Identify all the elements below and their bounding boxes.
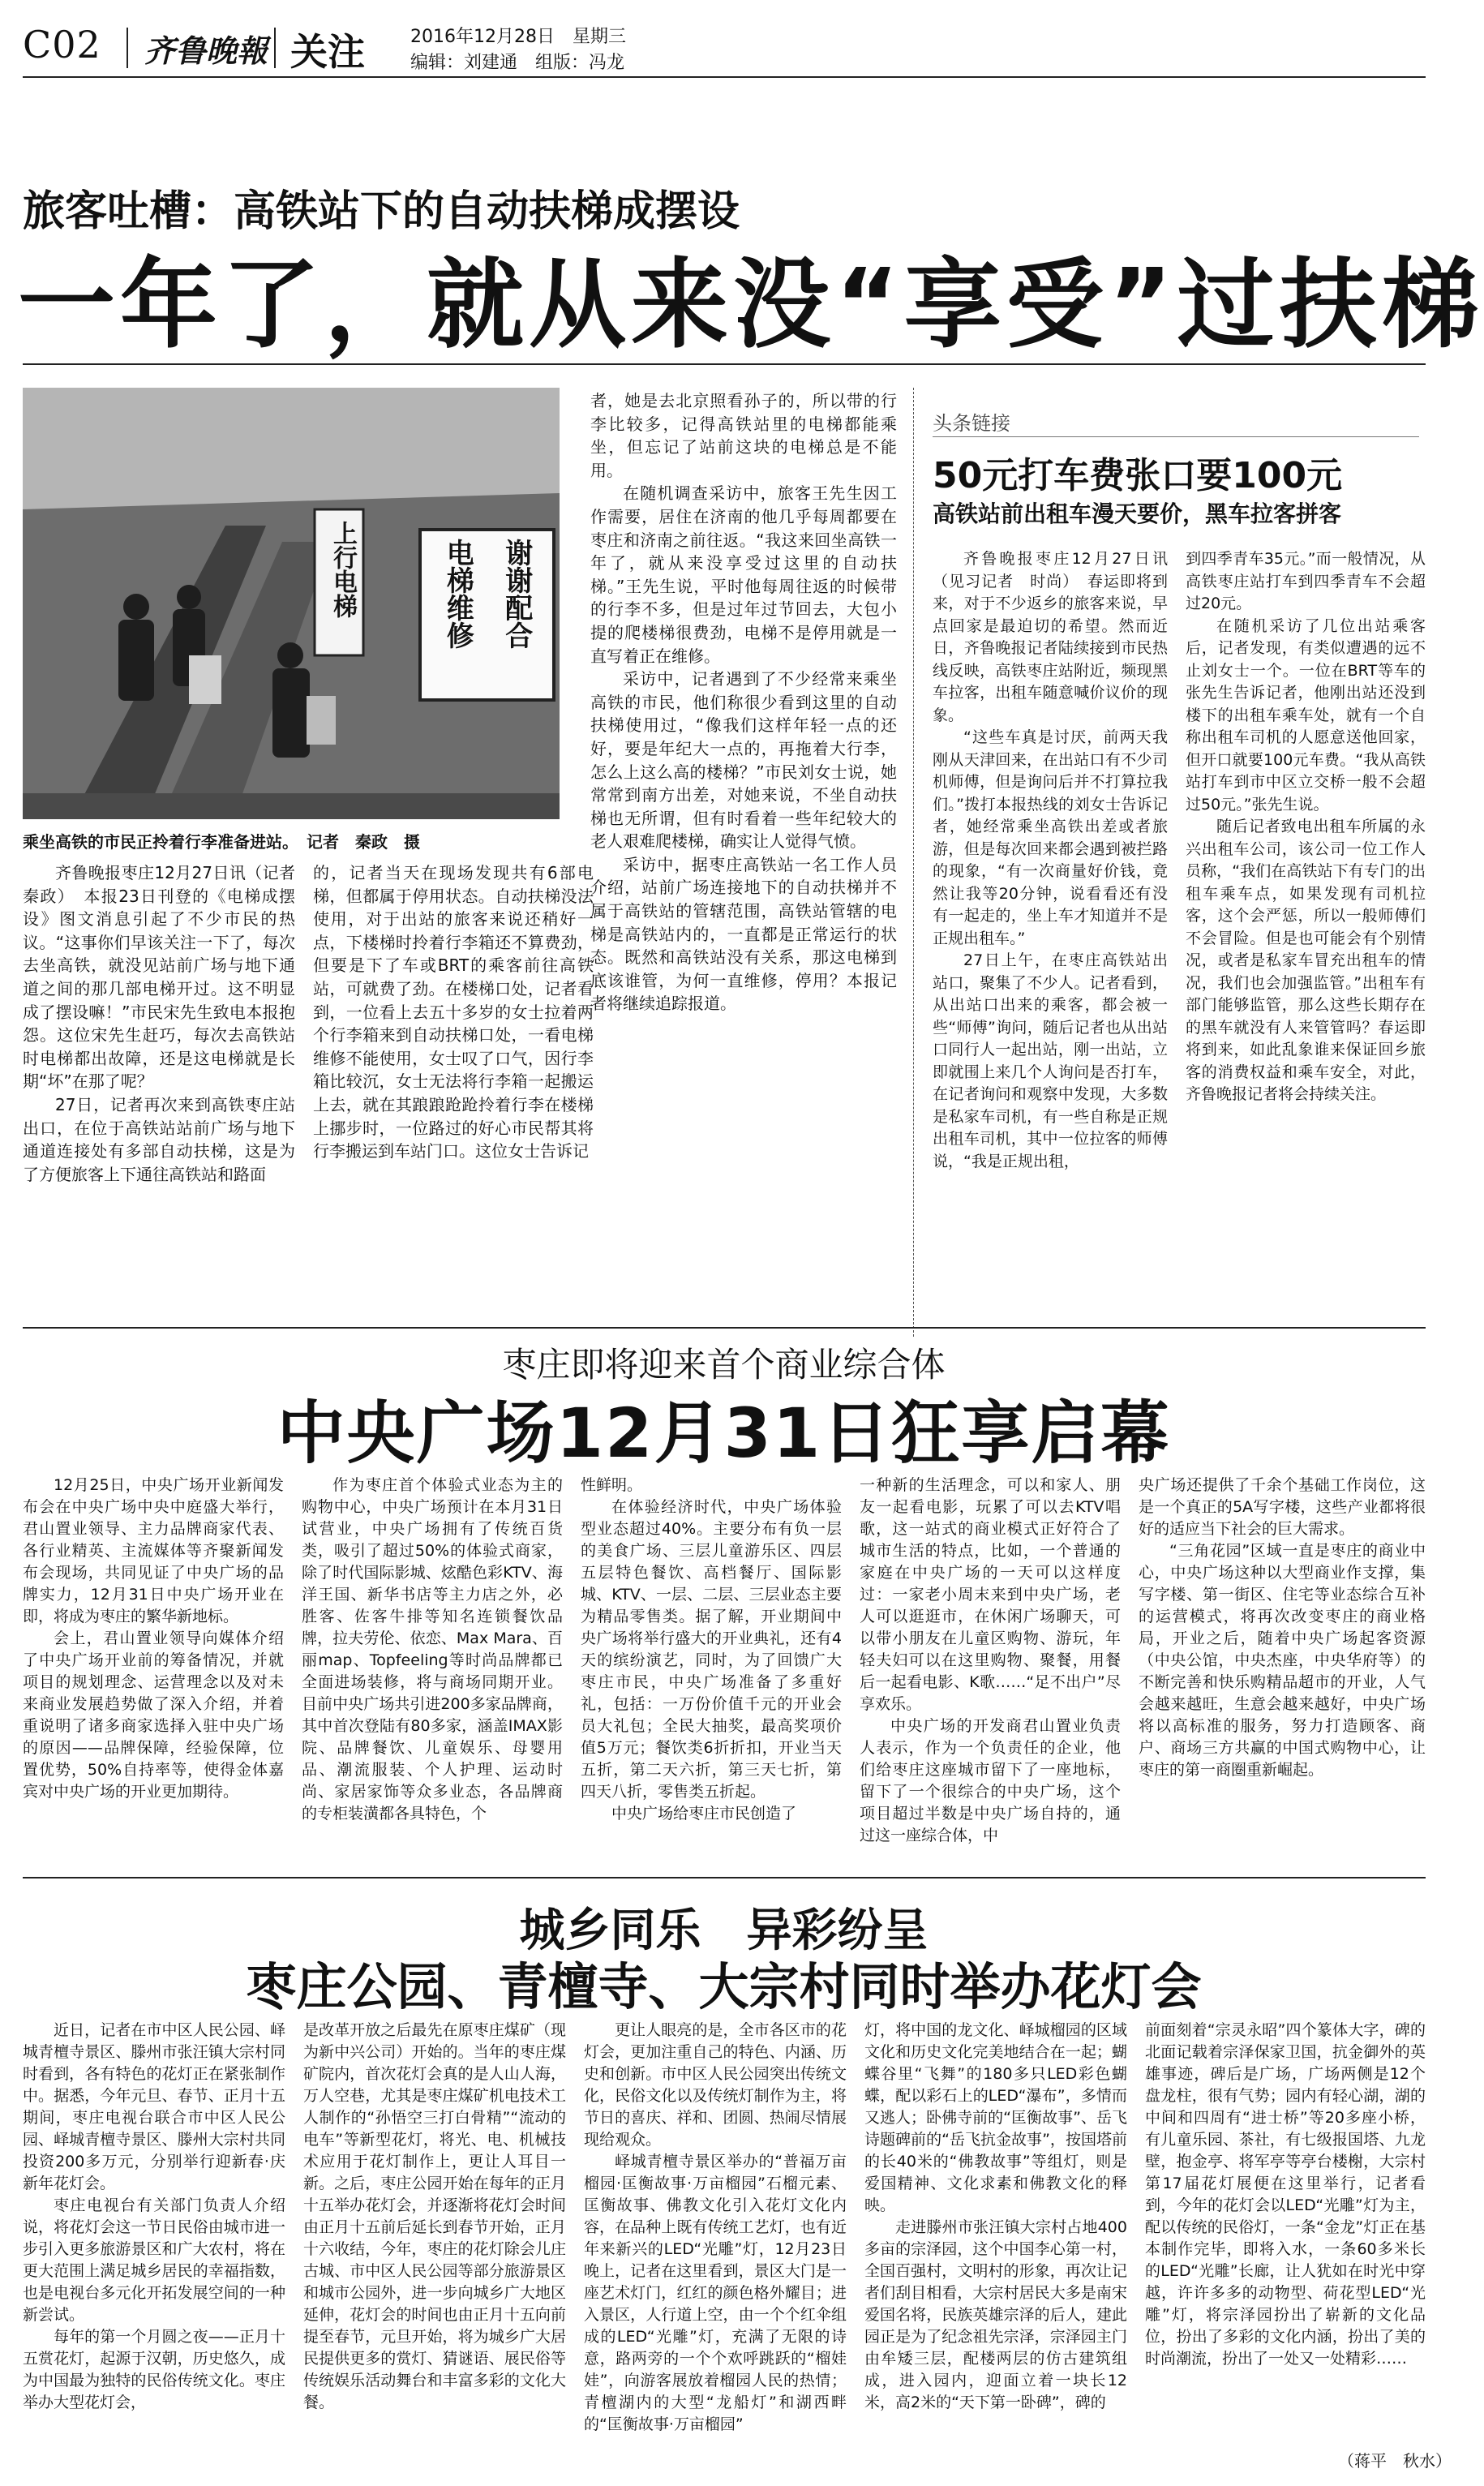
repair-sign-line: 谢谢配合 xyxy=(500,539,533,649)
paragraph: 走进滕州市张汪镇大宗村占地400多亩的宗泽园，这个中国李心第一村，全国百强村，文明村的形象，再次让记者们刮目相看，大宗村居民大多是南宋爱国名将，民族英雄宗泽的后人，建此园正是为了纪念祖先宗泽，宗泽园主门由牟矮三层，配楼两层的仿古建筑组成，进入园内，迎面立着一块长12米，高2米的“天下第一卧碑”，碑的 xyxy=(864,2218,1127,2411)
related-story-subtitle: 高铁站前出租车漫天要价，黑车拉客拼客 xyxy=(933,500,1342,527)
repair-sign-line: 电梯维修 xyxy=(441,539,474,649)
story3-column xyxy=(584,2020,847,2450)
paragraph: 中央广场给枣庄市民创造了 xyxy=(611,1805,797,1823)
editor-credit: 编辑：刘建通 组版：冯龙 xyxy=(410,53,625,73)
paragraph: 性鲜明。 xyxy=(581,1476,643,1494)
paragraph: 央广场还提供了千余个基础工作岗位，这是一个真正的5A写字楼，这些产业都将很好的适应当下社会的巨大需求。 xyxy=(1139,1476,1426,1538)
divider xyxy=(127,28,128,68)
divider xyxy=(933,436,1419,437)
photo-caption: 乘坐高铁的市民正拎着行李准备进站。 记者 秦政 摄 xyxy=(23,832,420,852)
related-story-title: 50元打车费张口要100元 xyxy=(933,455,1343,496)
paragraph: 采访中，据枣庄高铁站一名工作人员介绍，站前广场连接地下的自动扶梯并不属于高铁站的管辖范围，高铁站管辖的电梯是高铁站内的，一直都是正常运行的状态。既然和高铁站没有关系，那这电梯到底该谁管，为何一直维修，停用？本报记者将继续追踪报道。 xyxy=(590,854,897,1014)
story2-column xyxy=(23,1475,284,1864)
story2-column xyxy=(302,1475,563,1864)
related-story-column xyxy=(933,548,1168,1340)
paragraph: 每年的第一个月圆之夜——正月十五赏花灯，起源于汉朝，历史悠久，成为中国最为独特的民俗传统文化。枣庄举办大型花灯会， xyxy=(23,2328,285,2411)
story1-column xyxy=(23,861,311,1340)
story3-headline: 枣庄公园、青檀寺、大宗村同时举办花灯会 xyxy=(246,1957,1202,2016)
divider xyxy=(23,363,1426,365)
story1-column xyxy=(313,861,594,1340)
paragraph: “这些车真是讨厌，前两天我刚从天津回来，在出站口有不少司机师傅，但是询问后并不打算拉我们。”拨打本报热线的刘女士告诉记者，她经常乘坐高铁出差或者旅游，但是每次回来都会遇到被拦路的现象，“有一次商量好价钱，竟然让我等20分钟，说看看还有没有一起走的，坐上车才知道并不是正规出租车。” xyxy=(933,728,1168,947)
paragraph: 近日，记者在市中区人民公园、峄城青檀寺景区、滕州市张汪镇大宗村同时看到，各有特色的花灯正在紧张制作中。据悉，今年元旦、春节、正月十五期间，枣庄电视台联合市中区人民公园、峄城青檀寺景区、滕州大宗村共同投资200多万元，分别举行迎新春·庆新年花灯会。 xyxy=(23,2021,285,2192)
related-story-column xyxy=(1186,548,1426,1340)
section-name: 关注 xyxy=(290,30,365,74)
paragraph: 在体验经济时代，中央广场体验型业态超过40%。主要分布有负一层的美食广场、三层儿童游乐区、四层五层特色餐饮、高档餐厅、国际影城、KTV、一层、二层、三层业态主要为精品零售类。据了解，开业期间中央广场将举行盛大的开业典礼，还有4天的缤纷演艺，同时，为了回馈广大枣庄市民，中央广场准备了多重好礼，包括：一万份价值千元的开业会员大礼包；全民大抽奖，最高奖项价值5万元；餐饮类6折折扣，开业当天五折，第二天六折，第三天七折，第四天八折，零售类五折起。 xyxy=(581,1498,842,1801)
paragraph: 齐鲁晚报枣庄12月27日讯（见习记者 时尚） 春运即将到来，对于不少返乡的旅客来说，早点回家是最迫切的希望。然而近日，齐鲁晚报记者陆续接到市民热线反映，高铁枣庄站附近，频现黑车拉客，出租车随意喊价议价的现象。 xyxy=(933,550,1168,724)
escalator-repair-sign xyxy=(428,539,546,693)
story3-column xyxy=(23,2020,285,2450)
paragraph: 灯，将中国的龙文化、峄城榴园的区域文化和历史文化完美地结合在一起；蝴蝶谷里“飞舞”的180多只LED彩色蝴蝶，配以彩石上的LED“瀑布”，多情而又逃人；卧佛寺前的“匡衡故事”、岳飞诗题碑前的“岳飞抗金故事”，按国塔前的长40米的“佛教故事”等组灯，则是爱国精神、文化求素和佛教文化的释映。 xyxy=(864,2021,1127,2214)
story3-column xyxy=(303,2020,566,2450)
divider xyxy=(274,28,276,68)
paragraph: 12月25日，中央广场开业新闻发布会在中央广场中央中庭盛大举行，君山置业领导、主力品牌商家代表、各行业精英、主流媒体等齐聚新闻发布会现场，共同见证了中央广场的品牌实力，12月31日中央广场开业在即，将成为枣庄的繁华新地标。 xyxy=(23,1476,284,1625)
paragraph: 更让人眼亮的是，全市各区市的花灯会，更加注重自己的特色、内涵、历史和创新。市中区人民公园突出传统文化，民俗文化以及传统灯制作为主，将节日的喜庆、祥和、团圆、热闹尽情展现给观众。 xyxy=(584,2021,847,2149)
paragraph: 采访中，记者遇到了不少经常来乘坐高铁的市民，他们称很少看到这里的自动扶梯使用过，“像我们这样年轻一点的还好，要是年纪大一点的，再拖着大行李，怎么上这么高的楼梯？”市民刘女士说，她常常到南方出差，对她来说，不坐自动扶梯也无所谓，但有时看着一些年纪较大的老人艰难爬楼梯，确实让人觉得气愤。 xyxy=(590,669,897,852)
upward-escalator-sign: 上行电梯 xyxy=(328,521,357,618)
page-number: C02 xyxy=(23,23,101,67)
story3-column xyxy=(1145,2020,1426,2446)
story2-column xyxy=(860,1475,1121,1864)
story2-column xyxy=(1139,1475,1426,1864)
byline: （蒋平 秋水） xyxy=(1338,2451,1452,2471)
paragraph: 会上，君山置业领导向媒体介绍了中央广场开业前的筹备情况，并就项目的规划理念、运营理念以及对未来商业发展趋势做了深入介绍，并着重说明了诸多商家选择入驻中央广场的原因——品牌保障，经验保障，位置优势，50%自持率等，使得金体嘉宾对中央广场的开业更加期待。 xyxy=(23,1629,284,1801)
divider xyxy=(23,1877,1426,1878)
paragraph: 27日，记者再次来到高铁枣庄站出口，在位于高铁站站前广场与地下通道连接处有多部自动扶梯，这是为了方便旅客上下通往高铁站和路面 xyxy=(23,1094,295,1184)
story1-kicker: 旅客吐槽：高铁站下的自动扶梯成摆设 xyxy=(23,187,740,236)
paragraph: 在随机调查采访中，旅客王先生因工作需要，居住在济南的他几乎每周都要在枣庄和济南之前往返。“我这来回坐高铁一年了，就从来没享受过这里的自动扶梯。”王先生说，平时他每周往返的时候带的行李不多，但是过年过节回去，大包小提的爬楼梯很费劲，电梯不是停用就是一直写着正在维修。 xyxy=(590,483,897,666)
paragraph: 的，记者当天在现场发现共有6部电梯，但都属于停用状态。自动扶梯没法使用，对于出站的旅客来说还稍好一点，下楼梯时拎着行李箱还不算费劲，但要是下了车或BRT的乘客前往高铁站，可就费了劲。在楼梯口处，记者看到，一位看上去五十多岁的女士拉着两个行李箱来到自动扶梯口处，一看电梯维修不能使用，女士叹了口气，因行李箱比较沉，女士无法将行李箱一起搬运上去，就在其踉踉跄跄拎着行李在楼梯上挪步时，一位路过的好心市民帮其将行李搬运到车站门口。这位女士告诉记 xyxy=(313,863,594,1161)
paragraph: 前面刻着“宗灵永昭”四个篆体大字，碑的北面记载着宗泽保家卫国，抗金御外的英雄事迹，碑后是广场，广场两侧是12个盘龙柱，很有气势；园内有轻心湖，湖的中间和四周有“进士桥”等20多座小桥，有儿童乐园、茶社，有七级报国塔、九龙壁，抱金亭、将军亭等亭台楼榭，大宗村第17届花灯展便在这里举行，记者看到，今年的花灯会以LED“光雕”灯为主，配以传统的民俗灯，一条“金龙”灯正在基本制作完毕，即将入水，一条60多米长的LED“光雕”长廊，让人犹如在时光中穿越，许许多多的动物型、荷花型LED“光雕”灯，将宗泽园扮出了崭新的文化品位，扮出了多彩的文化内涵，扮出了美的时尚潮流，扮出了一处又一处精彩…… xyxy=(1145,2021,1426,2368)
escalator-photo xyxy=(23,388,560,819)
story2-column xyxy=(581,1475,842,1864)
paragraph: 27日上午，在枣庄高铁站出站口，聚集了不少人。记者看到，从出站口出来的乘客，都会被一些“师傅”询问，随后记者也从出站口同行人一起出站，刚一出站，立即就围上来几个人询问是否打车，在记者询问和观察中发现，大多数是私家车司机，有一些自称是正规出租车司机，其中一位拉客的师傅说，“我是正规出租， xyxy=(933,951,1168,1170)
paragraph: 到四季青车35元。”而一般情况，从高铁枣庄站打车到四季青车不会超过20元。 xyxy=(1186,550,1426,612)
header-meta xyxy=(410,24,626,76)
story1-column xyxy=(590,389,897,1340)
related-story-label: 头条链接 xyxy=(933,412,1010,435)
story2-kicker: 枣庄即将迎来首个商业综合体 xyxy=(502,1345,946,1385)
issue-date: 2016年12月28日 星期三 xyxy=(410,27,626,47)
paragraph: 作为枣庄首个体验式业态为主的购物中心，中央广场预计在本月31日试营业，中央广场拥有了传统百货类，吸引了超过50%的体验式商家，除了时代国际影城、炫酷色彩KTV、海洋王国、新华书店等主力店之外，必胜客、佐客牛排等知名连锁餐饮品牌，拉夫劳伦、依恋、Max Mara、百丽map、Topfeeling等时尚品牌都已全面进场装修，将与商场同期开业。目前中央广场共引进200多家品牌商，其中首次登陆有80多家，涵盖IMAX影院、品牌餐饮、儿童娱乐、母婴用品、潮流服装、个人护理、运动时尚、家居家饰等众多业态，各品牌商的专柜装潢都各具特色，个 xyxy=(302,1476,563,1823)
paragraph: 枣庄电视台有关部门负责人介绍说，将花灯会这一节日民俗由城市进一步引入更多旅游景区和广大农村，将在更大范围上满足城乡居民的幸福指数，也是电视台多元化开拓发展空间的一种新尝试。 xyxy=(23,2196,285,2324)
story2-headline: 中央广场12月31日狂享启幕 xyxy=(277,1393,1171,1473)
paragraph: 一种新的生活理念，可以和家人、朋友一起看电影，玩累了可以去KTV唱歌，这一站式的商业模式正好符合了城市生活的特点，比如，一个普通的家庭在中央广场的一天可以这样度过：一家老小周末来到中央广场，老人可以逛逛市，在休闲广场聊天，可以带小朋友在儿童区购物、游玩，年轻夫妇可以在这里购物、聚餐，用餐后一起看电影、K歌……“足不出户”尽享欢乐。 xyxy=(860,1476,1121,1713)
page-header xyxy=(23,19,1426,78)
paragraph: 是改革开放之后最先在原枣庄煤矿（现为新中兴公司）开始的。当年的枣庄煤矿院内，首次花灯会真的是人山人海，万人空巷，尤其是枣庄煤矿机电技术工人制作的“孙悟空三打白骨精”“流动的电车”等新型花灯，将光、电、机械技术应用于花灯制作上，更让人耳目一新。之后，枣庄公园开始在每年的正月十五举办花灯会，并逐渐将花灯会时间由正月十五前后延长到春节开始，正月十六收结，今年，枣庄的花灯除会儿庄古城、市中区人民公园等部分旅游景区和城市公园外，进一步向城乡广大地区延伸，花灯会的时间也由正月十五向前提至春节，元旦开始，将为城乡广大居民提供更多的赏灯、猜谜语、展民俗等传统娱乐活动舞台和丰富多彩的文化大餐。 xyxy=(303,2021,566,2411)
paragraph: 在随机采访了几位出站乘客后，记者发现，有类似遭遇的远不止刘女士一个。一位在BRT等车的张先生告诉记者，他刚出站还没到楼下的出租车乘车处，就有一个自称出租车司机的人愿意送他回家，但开口就要100元车费。“我从高铁站打车到市中区立交桥一般不会超过50元。”张先生说。 xyxy=(1186,616,1426,814)
newspaper-brand: 齐鲁晚報 xyxy=(144,32,268,69)
divider xyxy=(23,1327,1426,1329)
paragraph: “三角花园”区域一直是枣庄的商业中心，中央广场这种以大型商业作支撑，集写字楼、第一街区、住宅等业态综合互补的运营模式，将再次改变枣庄的商业格局，开业之后，随着中央广场起客资源（中央公馆，中央杰座，中央华府等）的不断完善和快乐购精品超市的开业，人气会越来越旺，生意会越来越好，中央广场将以高标准的服务，努力打造顾客、商户、商场三方共赢的中国式购物中心，让枣庄的第一商圈重新崛起。 xyxy=(1139,1542,1426,1779)
story1-headline: 一年了，就从来没“享受”过扶梯 xyxy=(18,249,1484,362)
paragraph: 随后记者致电出租车所属的永兴出租车公司，该公司一位工作人员称，“我们在高铁站下有专门的出租车乘车点，如果发现有司机拉客，这个会严惩，所以一般师傅们不会冒险。但是也可能会有个别情况，或者是私家车冒充出租车的情况，我们也会加强监管。”出租车有部门能够监管，那么这些长期存在的黑车就没有人来管管吗？春运即将到来，如此乱象谁来保证回乡旅客的消费权益和乘车安全，对此，齐鲁晚报记者将会持续关注。 xyxy=(1186,818,1426,1103)
paragraph: 者，她是去北京照看孙子的，所以带的行李比较多，记得高铁站里的电梯都能乘坐，但忘记了站前这块的电梯总是不能用。 xyxy=(590,391,897,480)
paragraph: 齐鲁晚报枣庄12月27日讯（记者 秦政） 本报23日刊登的《电梯成摆设》图文消息引起了不少市民的热议。“这事你们早该关注一下了，每次去坐高铁，就没见站前广场与地下通道之间的那几部电梯开过。这不明显成了摆设嘛！”市民宋先生致电本报抱怨。这位宋先生赶巧，每次去高铁站时电梯都出故障，还是这电梯就是长期“坏”在那了呢？ xyxy=(23,863,311,1092)
paragraph: 中央广场的开发商君山置业负责人表示，作为一个负责任的企业，他们给枣庄这座城市留下了一座地标，留下了一个很综合的中央广场，这个项目超过半数是中央广场自持的，通过这一座综合体，中 xyxy=(860,1717,1121,1844)
story3-column xyxy=(864,2020,1127,2450)
paragraph: 峄城青檀寺景区举办的“普福万亩榴园·匡衡故事·万亩榴园”石榴元素、匡衡故事、佛教文化引入花灯文化内容，在品种上既有传统工艺灯，也有近年来新兴的LED“光雕”灯，12月23日晚上，记者在这里看到，景区大门是一座艺术灯门，红红的颜色格外耀目；进入景区，人行道上空，由一个个红伞组成的LED“光雕”灯，充满了无限的诗意，路两旁的一个个欢呼跳跃的“榴娃娃”，向游客展放着榴园人民的热情；青檀湖内的大型“龙船灯”和湖西畔的“匡衡故事·万亩榴园” xyxy=(584,2153,847,2433)
story3-kicker: 城乡同乐 异彩纷呈 xyxy=(519,1904,929,1957)
